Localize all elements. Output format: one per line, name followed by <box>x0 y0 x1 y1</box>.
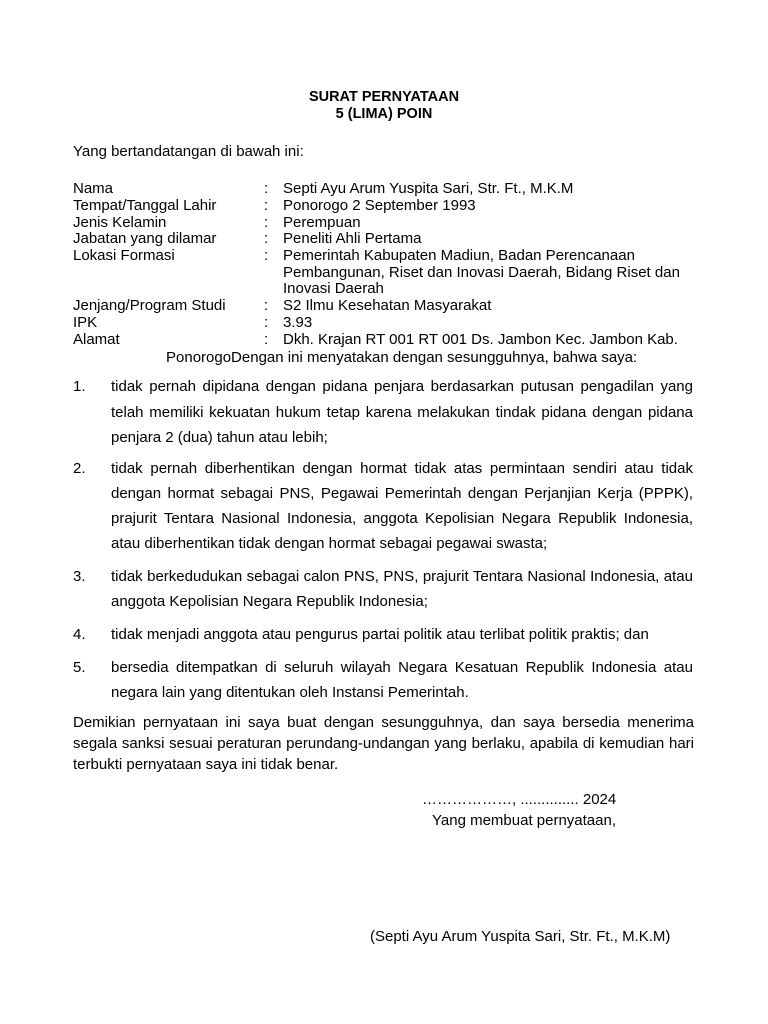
field-colon: : <box>264 297 269 314</box>
field-label: Nama <box>73 180 114 197</box>
field-value: Dkh. Krajan RT 001 RT 001 Ds. Jambon Kec. Jambon Kab. <box>283 331 678 348</box>
signatory-name: (Septi Ayu Arum Yuspita Sari, Str. Ft., M.K.M) <box>370 928 671 945</box>
field-label: Alamat <box>73 331 120 348</box>
field-colon: : <box>264 331 269 348</box>
closing-paragraph: Demikian pernyataan ini saya buat dengan sesungguhnya, dan saya bersedia menerima segala sanksi sesuai peraturan perundang-undangan yang berlaku, apabila di kemudian hari terbukti pernyataan saya ini tidak benar. <box>73 714 694 773</box>
field-colon: : <box>264 230 269 247</box>
field-colon: : <box>264 247 269 264</box>
list-item-number: 1. <box>73 378 86 395</box>
list-item-number: 5. <box>73 659 86 676</box>
field-label: Jenis Kelamin <box>73 214 167 231</box>
document-subtitle: 5 (LIMA) POIN <box>335 106 433 122</box>
list-item-number: 4. <box>73 626 86 643</box>
field-value: Septi Ayu Arum Yuspita Sari, Str. Ft., M.K.M <box>283 180 574 197</box>
field-value: Perempuan <box>283 214 361 231</box>
field-label: Tempat/Tanggal Lahir <box>73 197 217 214</box>
list-item-text: tidak pernah dipidana dengan pidana penjara berdasarkan putusan pengadilan yang telah memiliki kekuatan hukum tetap karena melakukan tindak pidana dengan pidana penjara 2 (dua) tahun atau lebih; <box>111 378 693 446</box>
document-title: SURAT PERNYATAAN <box>308 89 460 105</box>
list-item-number: 2. <box>73 460 86 477</box>
field-colon: : <box>264 180 269 197</box>
field-colon: : <box>264 214 269 231</box>
field-colon: : <box>264 197 269 214</box>
list-item-text: tidak pernah diberhentikan dengan hormat tidak atas permintaan sendiri atau tidak dengan hormat sebagai PNS, Pegawai Pemerintah dengan Perjanjian Kerja (PPPK), prajurit Tentara Nasional Indonesia, anggota Kepolisian Negara Republik Indonesia, atau diberhentikan tidak dengan hormat sebagai pegawai swasta; <box>111 460 693 552</box>
field-label: Jenjang/Program Studi <box>73 297 226 314</box>
field-value: Pemerintah Kabupaten Madiun, Badan Perencanaan Pembangunan, Riset dan Inovasi Daerah, Bidang Riset dan Inovasi Daerah <box>283 247 680 298</box>
signature-place-date: ………………, .............. 2024 <box>422 791 617 808</box>
intro-text: Yang bertandatangan di bawah ini: <box>73 143 304 160</box>
list-item-text: tidak berkedudukan sebagai calon PNS, PNS, prajurit Tentara Nasional Indonesia, atau anggota Kepolisian Negara Republik Indonesia; <box>111 568 693 610</box>
field-label: Lokasi Formasi <box>73 247 175 264</box>
list-item-text: tidak menjadi anggota atau pengurus partai politik atau terlibat politik praktis; dan <box>111 626 649 643</box>
field-value: Peneliti Ahli Pertama <box>283 230 422 247</box>
declaration-statement: PonorogoDengan ini menyatakan dengan sesungguhnya, bahwa saya: <box>166 349 638 366</box>
field-value: Ponorogo 2 September 1993 <box>283 197 476 214</box>
field-value: S2 Ilmu Kesehatan Masyarakat <box>283 297 492 314</box>
signature-label: Yang membuat pernyataan, <box>432 812 617 829</box>
field-label: Jabatan yang dilamar <box>73 230 217 247</box>
field-value: 3.93 <box>283 314 313 331</box>
list-item-text: bersedia ditempatkan di seluruh wilayah Negara Kesatuan Republik Indonesia atau negara lain yang ditentukan oleh Instansi Pemerintah. <box>111 659 693 701</box>
list-item-number: 3. <box>73 568 86 585</box>
field-label: IPK <box>73 314 98 331</box>
field-colon: : <box>264 314 269 331</box>
